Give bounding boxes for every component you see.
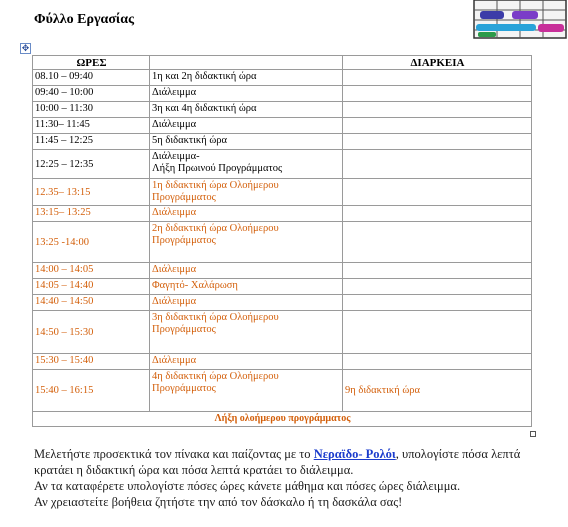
duration-cell[interactable] xyxy=(343,102,532,118)
time-cell: 14:50 – 15:30 xyxy=(33,311,150,354)
table-row xyxy=(33,354,532,370)
table-row xyxy=(33,118,532,134)
duration-cell[interactable] xyxy=(343,70,532,86)
duration-cell[interactable] xyxy=(343,263,532,279)
time-cell: 12.35– 13:15 xyxy=(33,179,150,206)
duration-cell[interactable]: 9η διδακτική ώρα xyxy=(343,370,532,412)
table-header-row xyxy=(33,56,532,70)
time-cell: 08.10 – 09:40 xyxy=(33,70,150,86)
activity-cell: 4η διδακτική ώρα Ολοήμερου Προγράμματος xyxy=(150,370,343,412)
activity-cell: Διάλειμμα xyxy=(150,118,343,134)
duration-cell[interactable] xyxy=(343,134,532,150)
time-cell: 13:15– 13:25 xyxy=(33,206,150,222)
page-title: Φύλλο Εργασίας xyxy=(34,12,134,27)
fairy-clock-link[interactable]: Νεραϊδο- Ρολόι xyxy=(313,447,396,461)
instructions-line-3: Αν χρειαστείτε βοήθεια ζητήστε την από τον δάσκαλο ή τη δασκάλα σας! xyxy=(34,495,403,509)
time-cell: 12:25 – 12:35 xyxy=(33,150,150,179)
time-cell: 11:30– 11:45 xyxy=(33,118,150,134)
table-row xyxy=(33,102,532,118)
time-cell: 14:05 – 14:40 xyxy=(33,279,150,295)
table-row xyxy=(33,222,532,263)
schedule-table xyxy=(32,55,532,427)
time-cell: 09:40 – 10:00 xyxy=(33,86,150,102)
time-cell: 10:00 – 11:30 xyxy=(33,102,150,118)
instructions-text-2: , υπολογίστε πόσα λεπτά κρατάει η διδακτική ώρα και πόσα λεπτά κρατάει το διάλειμμα. xyxy=(34,447,521,477)
timetable-clipart xyxy=(472,0,568,42)
table-row xyxy=(33,279,532,295)
table-row xyxy=(33,86,532,102)
program-end-row: Λήξη ολοήμερου προγράμματος xyxy=(33,412,532,427)
duration-cell[interactable] xyxy=(343,311,532,354)
table-move-handle[interactable]: ✥ xyxy=(21,43,30,53)
time-cell: 15:30 – 15:40 xyxy=(33,354,150,370)
activity-cell: Διάλειμμα xyxy=(150,206,343,222)
duration-cell[interactable] xyxy=(343,295,532,311)
instructions-text-1: Μελετήστε προσεκτικά τον πίνακα και παίζοντας με το xyxy=(34,447,314,461)
table-row xyxy=(33,150,532,179)
activity-cell: Διάλειμμα xyxy=(150,295,343,311)
instructions-line-2: Αν τα καταφέρετε υπολογίστε πόσες ώρες κάνετε μάθημα και πόσες ώρες διάλειμμα. xyxy=(34,479,461,493)
duration-cell[interactable] xyxy=(343,179,532,206)
table-row xyxy=(33,70,532,86)
table-row xyxy=(33,179,532,206)
activity-cell: 1η διδακτική ώρα Ολοήμερου Προγράμματος xyxy=(150,179,343,206)
table-row xyxy=(33,206,532,222)
duration-cell[interactable] xyxy=(343,206,532,222)
activity-cell: Φαγητό- Χαλάρωση xyxy=(150,279,343,295)
time-cell: 14:40 – 14:50 xyxy=(33,295,150,311)
duration-cell[interactable] xyxy=(343,150,532,179)
header-hours: ΩΡΕΣ xyxy=(33,56,150,70)
duration-cell[interactable] xyxy=(343,354,532,370)
activity-cell: 3η διδακτική ώρα Ολοήμερου Προγράμματος xyxy=(150,311,343,354)
activity-cell: Διάλειμμα- Λήξη Πρωινού Προγράμματος xyxy=(150,150,343,179)
header-duration: ΔΙΑΡΚΕΙΑ xyxy=(343,56,532,70)
time-cell: 11:45 – 12:25 xyxy=(33,134,150,150)
activity-cell: 5η διδακτική ώρα xyxy=(150,134,343,150)
instructions-paragraph xyxy=(34,446,534,510)
table-row xyxy=(33,295,532,311)
activity-cell: Διάλειμμα xyxy=(150,354,343,370)
duration-cell[interactable] xyxy=(343,222,532,263)
duration-cell[interactable] xyxy=(343,279,532,295)
activity-cell: 1η και 2η διδακτική ώρα xyxy=(150,70,343,86)
activity-cell: 2η διδακτική ώρα Ολοήμερου Προγράμματος xyxy=(150,222,343,263)
table-resize-handle[interactable] xyxy=(530,431,536,437)
table-row xyxy=(33,370,532,412)
time-cell: 14:00 – 14:05 xyxy=(33,263,150,279)
duration-cell[interactable] xyxy=(343,86,532,102)
table-row xyxy=(33,134,532,150)
table-row xyxy=(33,263,532,279)
header-blank xyxy=(150,56,343,70)
activity-cell: 3η και 4η διδακτική ώρα xyxy=(150,102,343,118)
time-cell: 15:40 – 16:15 xyxy=(33,370,150,412)
duration-cell[interactable] xyxy=(343,118,532,134)
activity-cell: Διάλειμμα xyxy=(150,86,343,102)
activity-cell: Διάλειμμα xyxy=(150,263,343,279)
time-cell: 13:25 -14:00 xyxy=(33,222,150,263)
table-row xyxy=(33,311,532,354)
